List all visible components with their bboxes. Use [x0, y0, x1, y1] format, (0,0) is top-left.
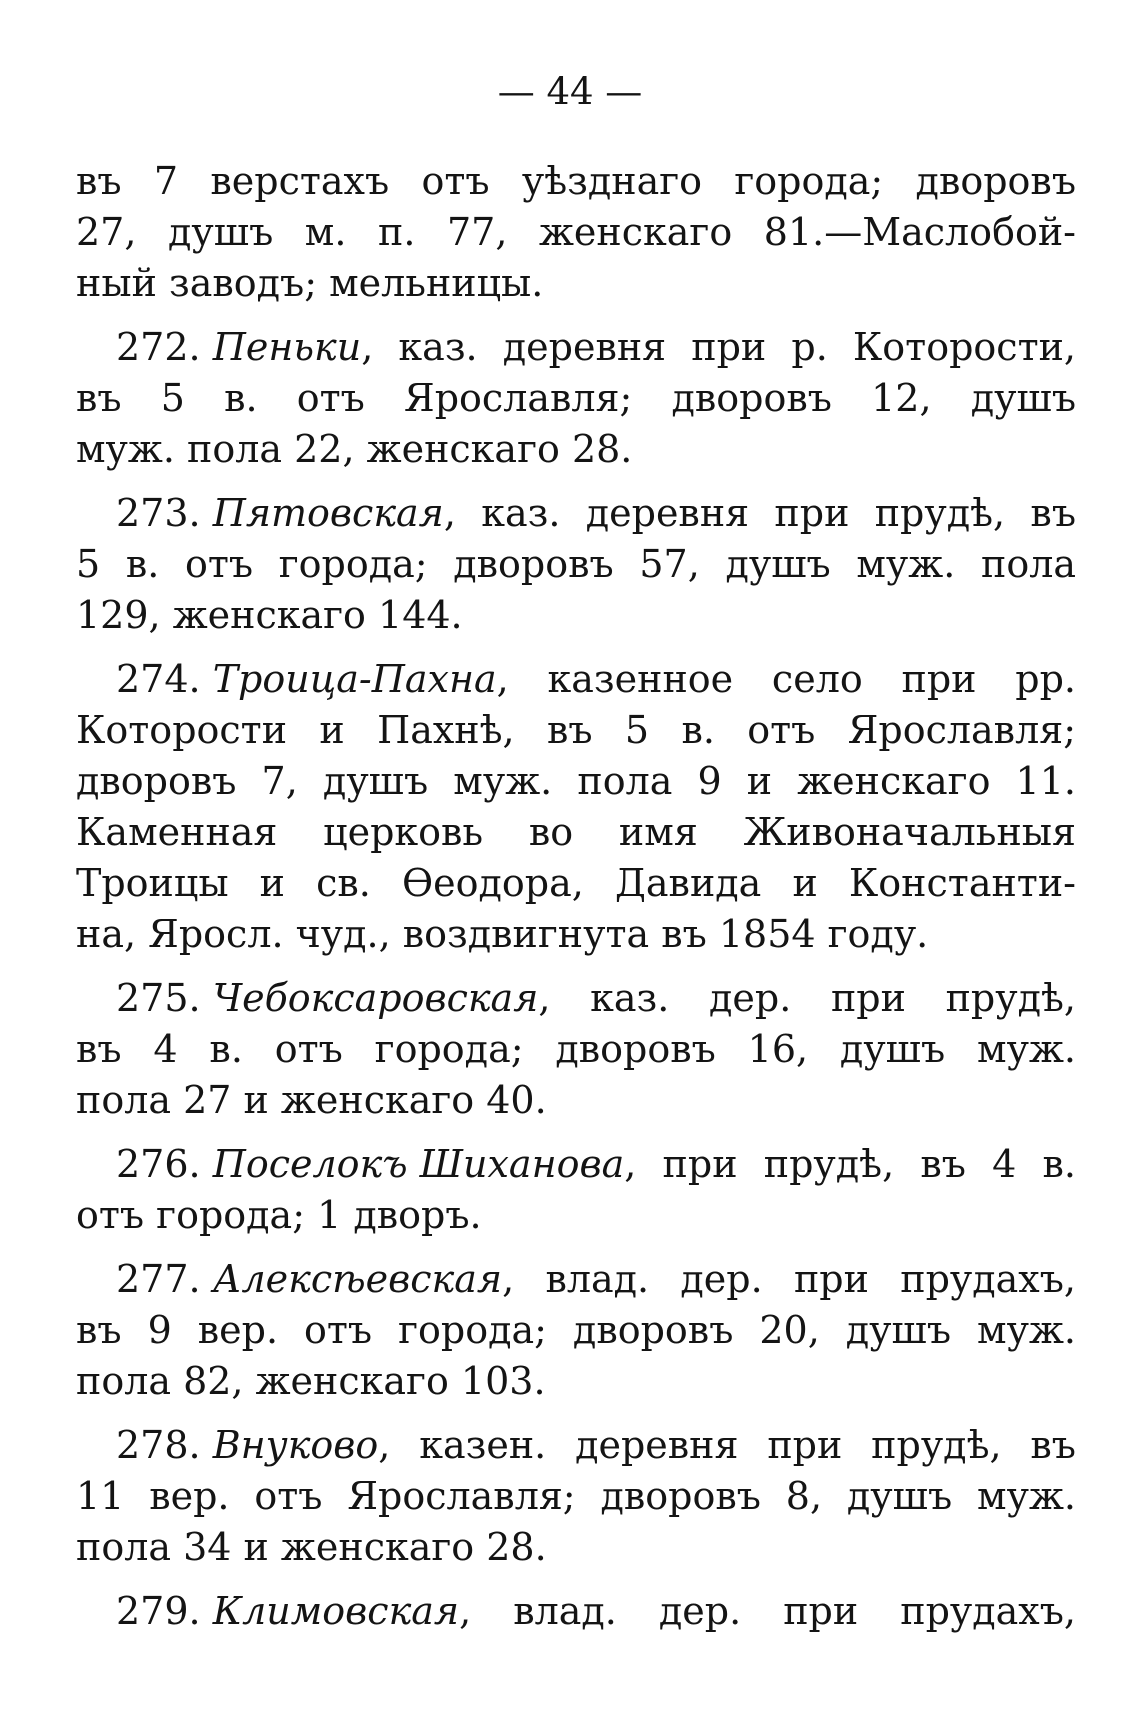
entry-number: 274. — [116, 657, 213, 701]
entry-title: Климовская — [212, 1589, 460, 1633]
entry-title: Внуково — [212, 1423, 379, 1467]
text-line: 129, женскаго 144. — [76, 593, 463, 637]
text-line — [76, 1139, 1076, 1190]
text-line: Каменная церковь во имя Живоначальныя — [76, 810, 1076, 854]
text-line — [76, 322, 1076, 373]
paragraph — [76, 1420, 1076, 1573]
text-line: 27, душъ м. п. 77, женскаго 81.—Маслобой- — [76, 210, 1076, 254]
text-line: въ 7 верстахъ отъ уѣзднаго города; дворовъ — [76, 159, 1076, 203]
entry-number: 277. — [116, 1257, 213, 1301]
text-line: Троицы и св. Ѳеодора, Давида и Константи- — [76, 861, 1076, 905]
text-line: на, Яросл. чуд., воздвигнута въ 1854 году. — [76, 912, 929, 956]
entry-text: , при прудѣ, въ 4 в. — [624, 1142, 1076, 1186]
entry-title: Поселокъ Шиханова — [212, 1142, 625, 1186]
entry-text: , влад. дер. при прудахъ, — [502, 1257, 1076, 1301]
text-line: въ 4 в. отъ города; дворовъ 16, душъ муж. — [76, 1027, 1076, 1071]
paragraph — [76, 322, 1076, 475]
text-line: Которости и Пахнѣ, въ 5 в. отъ Ярославля; — [76, 708, 1076, 752]
paragraph — [76, 156, 1076, 309]
entry-title: Чебоксаровская — [212, 976, 539, 1020]
entry-title: Пеньки — [212, 325, 362, 369]
entry-number: 275. — [116, 976, 213, 1020]
text-body — [76, 156, 1076, 1650]
entry-title: Алексѣевская — [212, 1257, 503, 1301]
entry-text: , казен. деревня при прудѣ, въ — [378, 1423, 1076, 1467]
entry-text: , каз. деревня при р. Которости, — [361, 325, 1076, 369]
text-line: въ 9 вер. отъ города; дворовъ 20, душъ муж. — [76, 1308, 1076, 1352]
entry-text: , казенное село при рр. — [496, 657, 1076, 701]
entry-title: Пятовская — [212, 491, 444, 535]
text-line: пола 27 и женскаго 40. — [76, 1078, 547, 1122]
entry-number: 276. — [116, 1142, 213, 1186]
entry-number: 272. — [116, 325, 213, 369]
text-line — [76, 1254, 1076, 1305]
paragraph — [76, 488, 1076, 641]
text-line: дворовъ 7, душъ муж. пола 9 и женскаго 11. — [76, 759, 1076, 803]
paragraph — [76, 1139, 1076, 1241]
page-number: — 44 — — [497, 70, 643, 113]
entry-number: 279. — [116, 1589, 213, 1633]
text-line — [76, 1586, 1076, 1637]
text-line: въ 5 в. отъ Ярославля; дворовъ 12, душъ — [76, 376, 1076, 420]
entry-text: , влад. дер. при прудахъ, — [459, 1589, 1076, 1633]
text-line — [76, 488, 1076, 539]
text-line: муж. пола 22, женскаго 28. — [76, 427, 633, 471]
paragraph — [76, 1254, 1076, 1407]
text-line: 5 в. отъ города; дворовъ 57, душъ муж. пола — [76, 542, 1076, 586]
text-line — [76, 1420, 1076, 1471]
entry-number: 278. — [116, 1423, 213, 1467]
text-line — [76, 654, 1076, 705]
entry-title: Троица-Пахна — [212, 657, 497, 701]
entry-text: , каз. деревня при прудѣ, въ — [443, 491, 1076, 535]
entry-text: , каз. дер. при прудѣ, — [538, 976, 1076, 1020]
entry-number: 273. — [116, 491, 213, 535]
text-line: пола 34 и женскаго 28. — [76, 1525, 547, 1569]
paragraph — [76, 1586, 1076, 1637]
text-line: 11 вер. отъ Ярославля; дворовъ 8, душъ муж. — [76, 1474, 1076, 1518]
paragraph — [76, 654, 1076, 960]
paragraph — [76, 973, 1076, 1126]
text-line: ный заводъ; мельницы. — [76, 261, 544, 305]
text-line — [76, 973, 1076, 1024]
text-line: пола 82, женскаго 103. — [76, 1359, 546, 1403]
text-line: отъ города; 1 дворъ. — [76, 1193, 482, 1237]
